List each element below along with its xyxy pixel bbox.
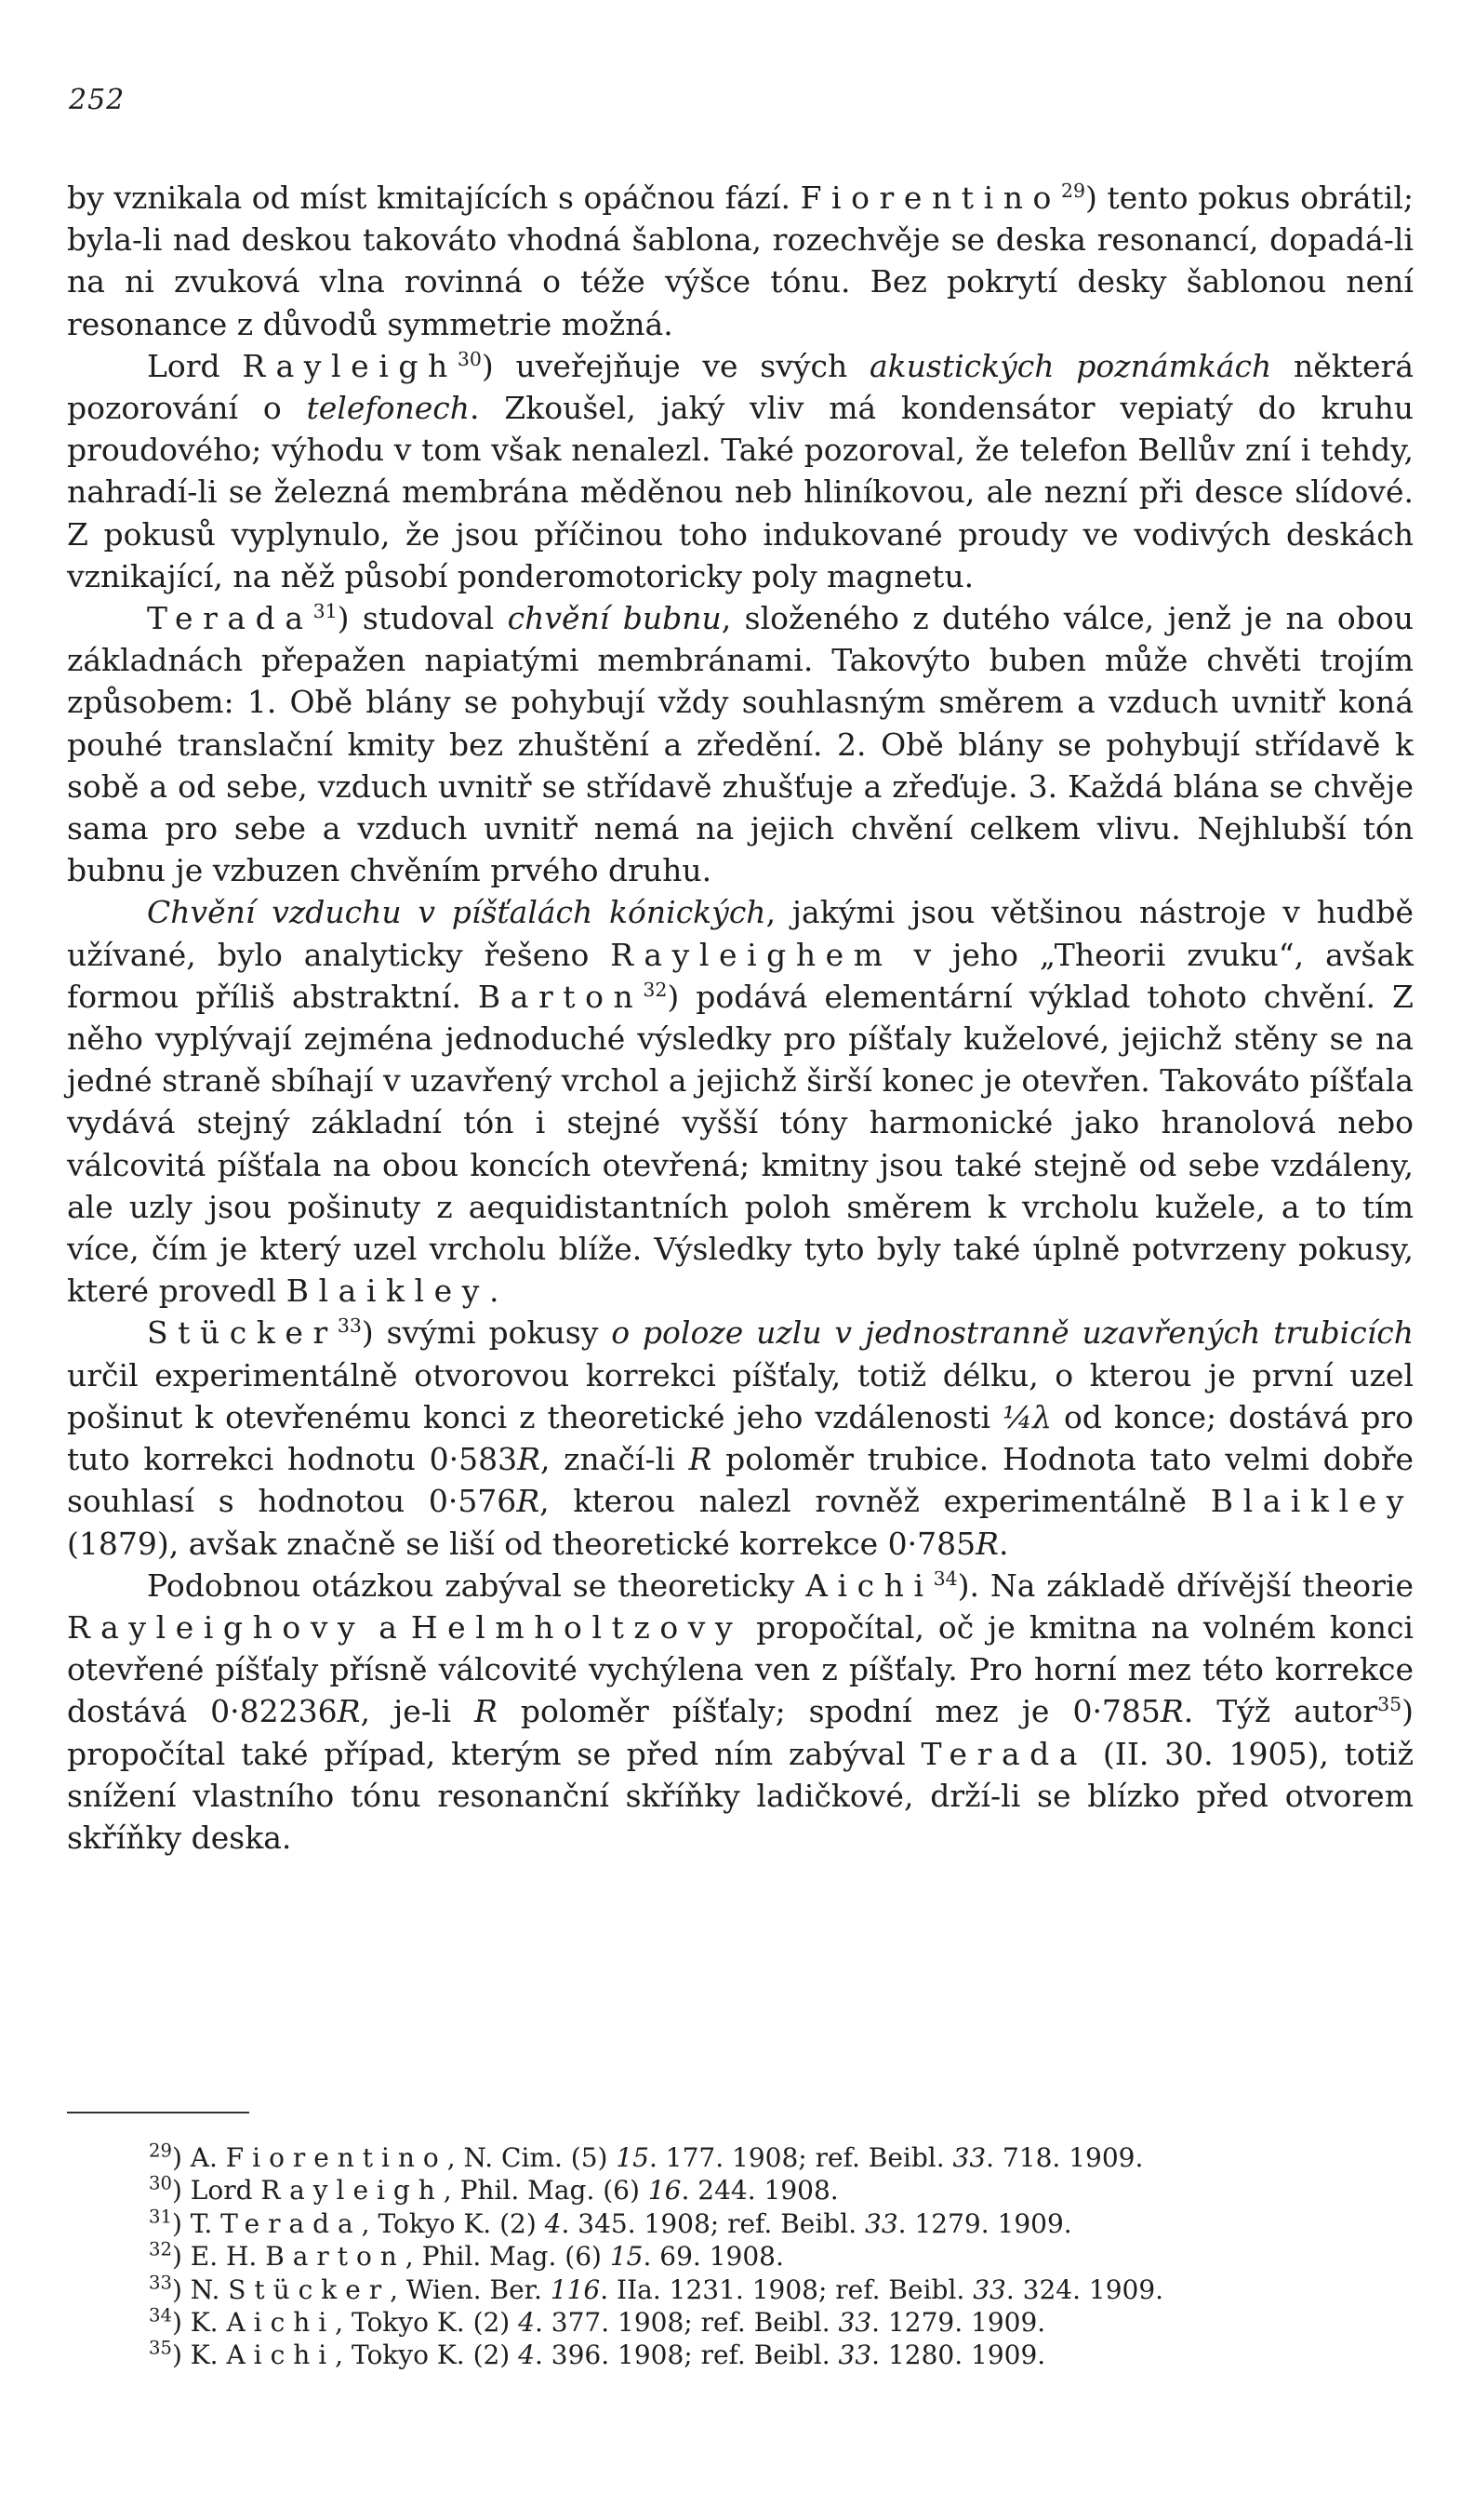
footnotes — [149, 2141, 1432, 2372]
footnote-ref: 33 — [149, 2272, 172, 2294]
text-run: ) T. — [171, 2207, 221, 2239]
page-number: 252 — [69, 84, 126, 116]
text-run: některá pozorování o — [67, 347, 1414, 427]
text-run: ) svými pokusy — [361, 1314, 612, 1352]
spaced-name: Rayleighovy — [67, 1608, 365, 1646]
italic-text: R — [473, 1693, 498, 1730]
text-run: . 396. 1908; ref. Beibl. — [534, 2340, 839, 2371]
italic-text: R — [337, 1693, 361, 1730]
footnote — [149, 2174, 1432, 2207]
spaced-name: Barton — [477, 978, 644, 1015]
text-run: ) K. — [171, 2340, 227, 2371]
text-run: . 177. 1908; ref. Beibl. — [648, 2142, 953, 2173]
text-run: ) tento pokus obrátil; byla-li nad deskou takováto vhodná šablona, rozechvěje se deska resonancí, dopadá-li na ni zvuková vlna rovinná o téže výšce tónu. Bez pokrytí desky šablonou není resonance z důvodů symmetrie možná. — [67, 180, 1414, 342]
text-run: , Phil. Mag. (6) — [443, 2175, 648, 2207]
text-run: od konce; dostává pro tuto korrekci hodnotu 0·583 — [67, 1398, 1414, 1478]
text-run: ) uveřejňuje ve svých — [481, 347, 870, 384]
italic-text: R — [516, 1483, 540, 1520]
paragraph — [67, 891, 1414, 1312]
text-run: v jeho „Theorii zvuku“, avšak formou příliš abstraktní. — [67, 936, 1414, 1015]
text-run: Lord — [147, 347, 243, 384]
text-run: ) podává elementární výklad tohoto chvění. Z něho vyplývají zejména jednoduché výsledky pro píšťaly kuželové, jejichž stěny se na jedné straně sbíhají v uzavřený vrchol a jejichž širší konec je otevřen. Takováto píšťala vydává stejný základní tón i stejné vyšší tóny harmonické jako hranolová nebo válcovitá píšťala na obou koncích otevřená; kmitny jsou také stejně od sebe vzdáleny, ale uzly jsou pošinuty z aequidistantních poloh směrem k vrcholu kužele, a to tím více, čím je který uzel vrcholu blíže. Výsledky tyto byly také úplně potvrzeny pokusy, které provedl — [67, 978, 1414, 1310]
italic-text: 33 — [952, 2142, 987, 2173]
spaced-name: Aichi — [226, 2307, 336, 2339]
italic-text: 4 — [544, 2207, 562, 2239]
italic-text: telefonech — [306, 390, 470, 427]
italic-text: ¼λ — [1003, 1398, 1052, 1435]
italic-text: chvění bubnu — [507, 600, 722, 637]
text-run: , Tokyo K. (2) — [335, 2307, 519, 2339]
paragraph — [67, 345, 1414, 597]
spaced-name: Fiorentino — [225, 2142, 447, 2173]
italic-text: R — [976, 1525, 1000, 1562]
text-run: . 244. 1908. — [681, 2175, 839, 2207]
text-run: . — [488, 1273, 499, 1310]
text-run: ) A. — [171, 2142, 226, 2173]
text-run: , jakými jsou většinou nástroje v hudbě užívané, bylo analyticky řešeno — [67, 894, 1414, 973]
spaced-name: Rayleighem — [610, 936, 893, 973]
text-run: ) studoval — [337, 600, 508, 637]
text-run: , je-li — [360, 1693, 474, 1730]
text-run: . 718. 1909. — [986, 2142, 1144, 2173]
spaced-name: Aichi — [805, 1567, 934, 1604]
italic-text: 15 — [616, 2142, 649, 2173]
text-run: . 345. 1908; ref. Beibl. — [561, 2207, 866, 2239]
spaced-name: Stücker — [228, 2273, 391, 2305]
text-run: ) propočítal také případ, kterým se před ním zabýval — [67, 1693, 1414, 1772]
spaced-name: Blaikley — [286, 1273, 489, 1310]
footnote-ref: 29 — [149, 2140, 172, 2162]
paragraph — [67, 1312, 1414, 1564]
text-run: Podobnou otázkou zabýval se theoreticky — [147, 1567, 806, 1604]
text-run: by vznikala od míst kmitajících s opáčnou fází. — [67, 180, 801, 216]
text-run: . — [999, 1525, 1009, 1562]
footnote-ref: 32 — [643, 978, 668, 1001]
italic-text: 33 — [865, 2207, 898, 2239]
italic-text: R — [688, 1441, 712, 1478]
text-run: poloměr píšťaly; spodní mez je 0·785 — [497, 1693, 1161, 1730]
text-run: , N. Cim. (5) — [446, 2142, 617, 2173]
text-run: , značí-li — [539, 1441, 689, 1478]
text-run: . 1279. 1909. — [897, 2207, 1072, 2239]
text-run: . Zkoušel, jaký vliv má kondensátor vepiatý do kruhu proudového; výhodu v tom však nenalezl. Také pozoroval, že telefon Bellův zní i tehdy, nahradí-li se železná membrána měděnou neb hliníkovou, ale nezní při desce slídové. Z pokusů vyplynulo, že jsou příčinou toho indukované proudy ve vodivých deskách vznikající, na něž působí ponderomotoricky poly magnetu. — [67, 390, 1414, 594]
footnote-ref: 31 — [312, 600, 338, 623]
spaced-name: Rayleigh — [242, 347, 458, 384]
footnote-separator — [67, 2112, 249, 2113]
footnote-ref: 34 — [149, 2304, 172, 2327]
text-run: (II. 30. 1905), totiž snížení vlastního tónu resonanční skříňky ladičkové, drží-li se blízko před otvorem skříňky deska. — [67, 1735, 1414, 1856]
italic-text: R — [1160, 1693, 1184, 1730]
spaced-name: Blaikley — [1210, 1483, 1415, 1520]
paragraph — [67, 177, 1414, 345]
text-run: , Wien. Ber. — [390, 2273, 551, 2305]
text-run: ) N. — [171, 2273, 229, 2305]
italic-text: 4 — [518, 2307, 535, 2339]
footnote — [149, 2339, 1432, 2371]
text-run: ) K. — [171, 2307, 227, 2339]
text-run: , složeného z dutého válce, jenž je na obou základnách přepažen napiatými membránami. Takovýto buben může chvěti trojím způsobem: 1. Obě blány se pohybují vždy souhlasným směrem a vzduch uvnitř koná pouhé translační kmity bez zhuštění a zředění. 2. Obě blány se pohybují střídavě k sobě a od sebe, vzduch uvnitř se střídavě zhušťuje a zřeďuje. 3. Každá blána se chvěje sama pro sebe a vzduch uvnitř nemá na jejich chvění celkem vlivu. Nejhlubší tón bubnu je vzbuzen chvěním prvého druhu. — [67, 600, 1414, 889]
text-run: . 1279. 1909. — [871, 2307, 1046, 2339]
italic-text: 116 — [550, 2273, 601, 2305]
spaced-name: Rayleigh — [260, 2175, 444, 2207]
footnote — [149, 2207, 1432, 2240]
text-run: . 377. 1908; ref. Beibl. — [534, 2307, 839, 2339]
spaced-name: Terada — [220, 2207, 362, 2239]
paragraph — [67, 1565, 1414, 1859]
footnote-ref: 30 — [149, 2173, 172, 2195]
footnote-ref: 35 — [1377, 1693, 1402, 1716]
body-text — [67, 177, 1414, 1859]
spaced-name: Helmholtzovy — [410, 1608, 743, 1646]
italic-text: 4 — [518, 2340, 535, 2371]
footnote-ref: 30 — [457, 347, 482, 370]
text-run: ). Na základě dřívější theorie — [957, 1567, 1414, 1604]
footnote — [149, 2240, 1432, 2273]
italic-text: 16 — [647, 2175, 682, 2207]
footnote — [149, 2306, 1432, 2339]
spaced-name: Fiorentino — [800, 180, 1061, 216]
text-run: poloměr trubice. Hodnota tato velmi dobře souhlasí s hodnotou 0·576 — [67, 1441, 1414, 1520]
italic-text: Chvění vzduchu v píšťalách kónických — [147, 894, 766, 931]
italic-text: akustických poznámkách — [869, 347, 1272, 384]
footnote-ref: 33 — [337, 1314, 362, 1338]
text-run: (1879), avšak značně se liší od theoretické korrekce 0·785 — [67, 1525, 976, 1562]
footnote — [149, 2273, 1432, 2306]
spaced-name: Barton — [265, 2241, 405, 2273]
spaced-name: Stücker — [147, 1314, 338, 1352]
text-run: . 1280. 1909. — [871, 2340, 1046, 2371]
text-run: propočítal, oč je kmitna na volném konci otevřené píšťaly přísně válcovité vychýlena ven z píšťaly. Pro horní mez této korrekce dostává 0·82236 — [67, 1608, 1414, 1730]
text-run: určil experimentálně otvorovou korrekci píšťaly, totiž délku, o kterou je první uzel pošinut k otevřenému konci z theoretické jeho vzdálenosti — [67, 1356, 1414, 1435]
text-run: , Tokyo K. (2) — [335, 2340, 519, 2371]
text-run: . IIa. 1231. 1908; ref. Beibl. — [600, 2273, 974, 2305]
italic-text: o poloze uzlu v jednostranně uzavřených trubicích — [611, 1314, 1414, 1352]
text-run: ) Lord — [171, 2175, 261, 2207]
footnote-ref: 34 — [933, 1567, 958, 1590]
spaced-name: Terada — [147, 600, 313, 637]
footnote-ref: 32 — [149, 2238, 172, 2260]
text-run: , kterou nalezl rovněž experimentálně — [539, 1483, 1211, 1520]
spaced-name: Terada — [921, 1735, 1088, 1772]
text-run: . 324. 1909. — [1005, 2273, 1164, 2305]
text-run: . Týž autor — [1183, 1693, 1378, 1730]
italic-text: 33 — [838, 2340, 872, 2371]
footnote-ref: 29 — [1060, 180, 1085, 202]
text-run: ) E. H. — [171, 2241, 266, 2273]
italic-text: 33 — [838, 2307, 872, 2339]
paragraph — [67, 597, 1414, 891]
italic-text: 15 — [609, 2241, 644, 2273]
text-run: a — [365, 1608, 411, 1646]
italic-text: 33 — [973, 2273, 1006, 2305]
spaced-name: Aichi — [226, 2340, 336, 2371]
text-run: , Phil. Mag. (6) — [405, 2241, 610, 2273]
footnote-ref: 35 — [149, 2338, 172, 2360]
italic-text: R — [517, 1441, 540, 1478]
text-run: . 69. 1908. — [643, 2241, 784, 2273]
footnote — [149, 2141, 1432, 2174]
text-run: , Tokyo K. (2) — [361, 2207, 545, 2239]
footnote-ref: 31 — [149, 2206, 172, 2228]
